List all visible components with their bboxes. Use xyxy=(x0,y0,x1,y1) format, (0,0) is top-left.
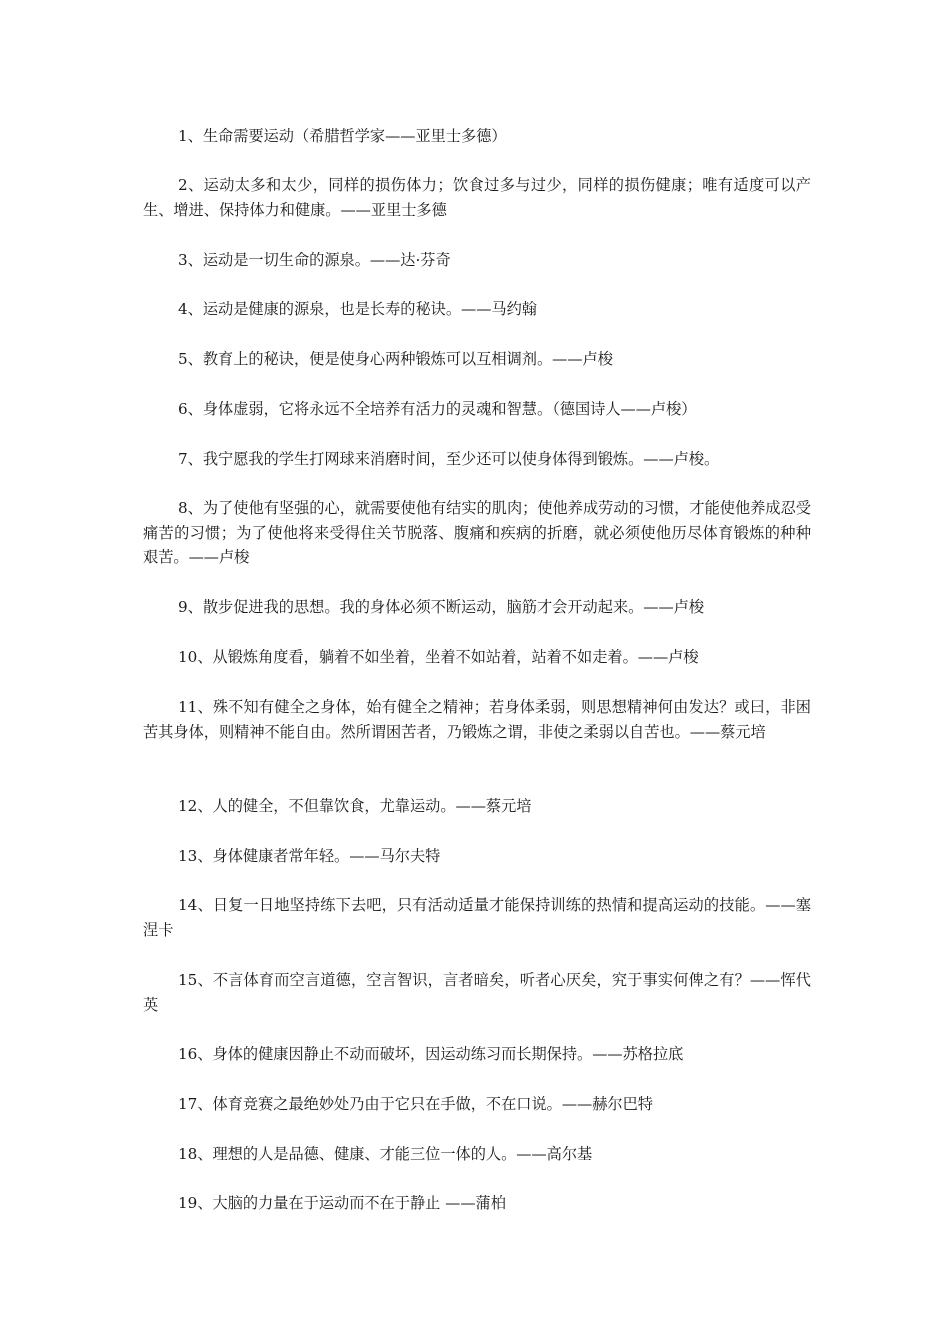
quote-5: 5、教育上的秘诀，便是使身心两种锻炼可以互相调剂。——卢梭 xyxy=(178,350,613,368)
quote-7: 7、我宁愿我的学生打网球来消磨时间，至少还可以使身体得到锻炼。——卢梭。 xyxy=(178,450,720,468)
quote-13: 13、身体健康者常年轻。——马尔夫特 xyxy=(178,847,441,865)
quote-12: 12、人的健全，不但靠饮食，尤靠运动。——蔡元培 xyxy=(178,797,532,815)
quote-6: 6、身体虚弱，它将永远不全培养有活力的灵魂和智慧。（德国诗人——卢梭） xyxy=(178,400,697,418)
quote-1: 1、生命需要运动（希腊哲学家——亚里士多德） xyxy=(178,127,507,145)
quote-11: 11、殊不知有健全之身体，始有健全之精神；若身体柔弱，则思想精神何由发达？或曰，非困苦其身体，则精神不能自由。然所谓困苦者，乃锻炼之谓，非使之柔弱以自苦也。——蔡元培 xyxy=(143,698,811,741)
quote-2: 2、运动太多和太少，同样的损伤体力；饮食过多与过少，同样的损伤健康；唯有适度可以产生、增进、保持体力和健康。——亚里士多德 xyxy=(143,176,811,219)
quote-9: 9、散步促进我的思想。我的身体必须不断运动，脑筋才会开动起来。——卢梭 xyxy=(178,598,705,616)
quote-16: 16、身体的健康因静止不动而破坏，因运动练习而长期保持。——苏格拉底 xyxy=(178,1045,684,1063)
quote-17: 17、体育竞赛之最绝妙处乃由于它只在手做，不在口说。——赫尔巴特 xyxy=(178,1095,653,1113)
quote-18: 18、理想的人是品德、健康、才能三位一体的人。——高尔基 xyxy=(178,1145,593,1163)
quote-3: 3、运动是一切生命的源泉。——达·芬奇 xyxy=(178,251,451,269)
quote-14: 14、日复一日地坚持练下去吧，只有活动适量才能保持训练的热情和提高运动的技能。——塞涅卡 xyxy=(143,896,811,939)
quote-4: 4、运动是健康的源泉，也是长寿的秘诀。——马约翰 xyxy=(178,300,537,318)
quote-10: 10、从锻炼角度看，躺着不如坐着，坐着不如站着，站着不如走着。——卢梭 xyxy=(178,648,699,666)
quote-8: 8、为了使他有坚强的心，就需要使他有结实的肌肉；使他养成劳动的习惯，才能使他养成忍受痛苦的习惯；为了使他将来受得住关节脱落、腹痛和疾病的折磨，就必须使他历尽体育锻炼的种种艰苦。——卢梭 xyxy=(143,499,811,567)
quote-19: 19、大脑的力量在于运动而不在于静止 ——蒲柏 xyxy=(178,1194,506,1212)
quote-15: 15、不言体育而空言道德，空言智识，言者暗矣，听者心厌矣，究于事实何俾之有？——恽代英 xyxy=(143,971,811,1014)
